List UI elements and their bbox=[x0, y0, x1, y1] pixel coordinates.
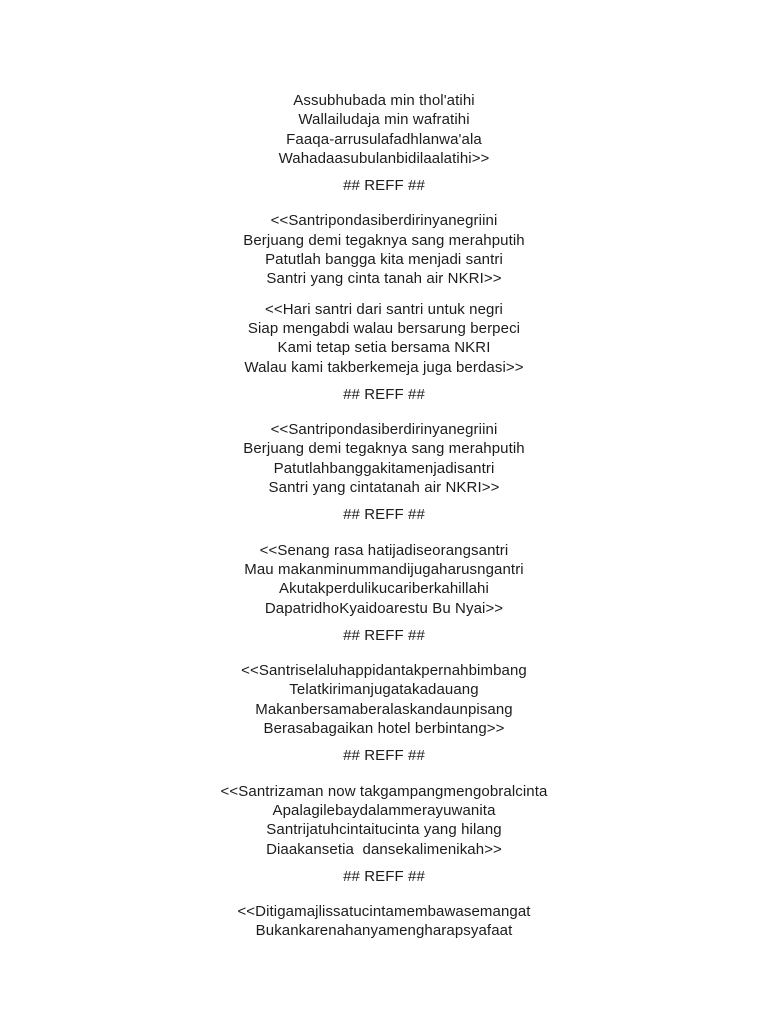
reff-divider: ## REFF ## bbox=[343, 177, 425, 195]
lyric-line: <<Santriselaluhappidantakpernahbimbang bbox=[241, 662, 527, 680]
lyric-line: <<Santripondasiberdirinyanegriini bbox=[270, 421, 498, 439]
lyric-line: Faaqa-arrusulafadhlanwa'ala bbox=[286, 130, 482, 148]
lyric-line: Santrijatuhcintaitucinta yang hilang bbox=[266, 821, 502, 839]
lyric-line: Santri yang cinta tanah air NKRI>> bbox=[266, 270, 502, 288]
lyric-line: Diaakansetia dansekalimenikah>> bbox=[266, 840, 502, 858]
lyric-stanza bbox=[0, 91, 768, 168]
lyric-line: Berasabagaikan hotel berbintang>> bbox=[263, 720, 505, 738]
lyric-line: Patutlahbanggakitamenjadisantri bbox=[273, 459, 495, 477]
lyric-line: Berjuang demi tegaknya sang merahputih bbox=[243, 231, 525, 249]
lyric-line: Wahadaasubulanbidilaalatihi>> bbox=[278, 149, 490, 167]
lyric-line: <<Santripondasiberdirinyanegriini bbox=[270, 212, 498, 230]
lyric-line: DapatridhoKyaidoarestu Bu Nyai>> bbox=[264, 599, 504, 617]
lyric-line: Siap mengabdi walau bersarung berpeci bbox=[247, 319, 521, 337]
lyric-line: Telatkirimanjugatakadauang bbox=[289, 681, 479, 699]
lyric-line: Assubhubada min thol'atihi bbox=[293, 92, 475, 109]
lyric-stanza bbox=[0, 420, 768, 497]
lyric-stanza bbox=[0, 902, 768, 941]
lyric-line: Santri yang cintatanah air NKRI>> bbox=[268, 479, 500, 497]
lyric-line: Mau makanminummandijugaharusngantri bbox=[244, 560, 524, 578]
lyric-line: Bukankarenahanyamengharapsyafaat bbox=[255, 922, 513, 940]
lyric-line: <<Senang rasa hatijadiseorangsantri bbox=[259, 541, 509, 559]
lyric-line: Patutlah bangga kita menjadi santri bbox=[265, 251, 503, 269]
lyric-line: Wallailudaja min wafratihi bbox=[298, 111, 470, 129]
lyric-line: Akutakperdulikucariberkahillahi bbox=[279, 580, 489, 598]
lyric-line: Kami tetap setia bersama NKRI bbox=[277, 339, 491, 357]
reff-divider: ## REFF ## bbox=[343, 506, 425, 524]
lyric-line: <<Hari santri dari santri untuk negri bbox=[265, 300, 503, 318]
lyric-stanza bbox=[0, 211, 768, 288]
lyric-stanza bbox=[0, 661, 768, 738]
lyric-stanza bbox=[0, 541, 768, 618]
lyric-stanza bbox=[0, 782, 768, 859]
reff-divider: ## REFF ## bbox=[343, 626, 425, 644]
lyric-stanza bbox=[0, 300, 768, 377]
lyric-line: <<Ditigamajlissatucintamembawasemangat bbox=[237, 903, 531, 921]
lyric-line: Walau kami takberkemeja juga berdasi>> bbox=[244, 358, 524, 376]
reff-divider: ## REFF ## bbox=[343, 385, 425, 403]
lyric-line: <<Santrizaman now takgampangmengobralcinta bbox=[220, 782, 548, 800]
reff-divider: ## REFF ## bbox=[343, 747, 425, 765]
lyric-line: Berjuang demi tegaknya sang merahputih bbox=[243, 440, 525, 458]
reff-divider: ## REFF ## bbox=[343, 867, 425, 885]
lyric-line: Apalagilebaydalammerayuwanita bbox=[272, 801, 496, 819]
lyric-line: Makanbersamaberalaskandaunpisang bbox=[255, 700, 513, 718]
